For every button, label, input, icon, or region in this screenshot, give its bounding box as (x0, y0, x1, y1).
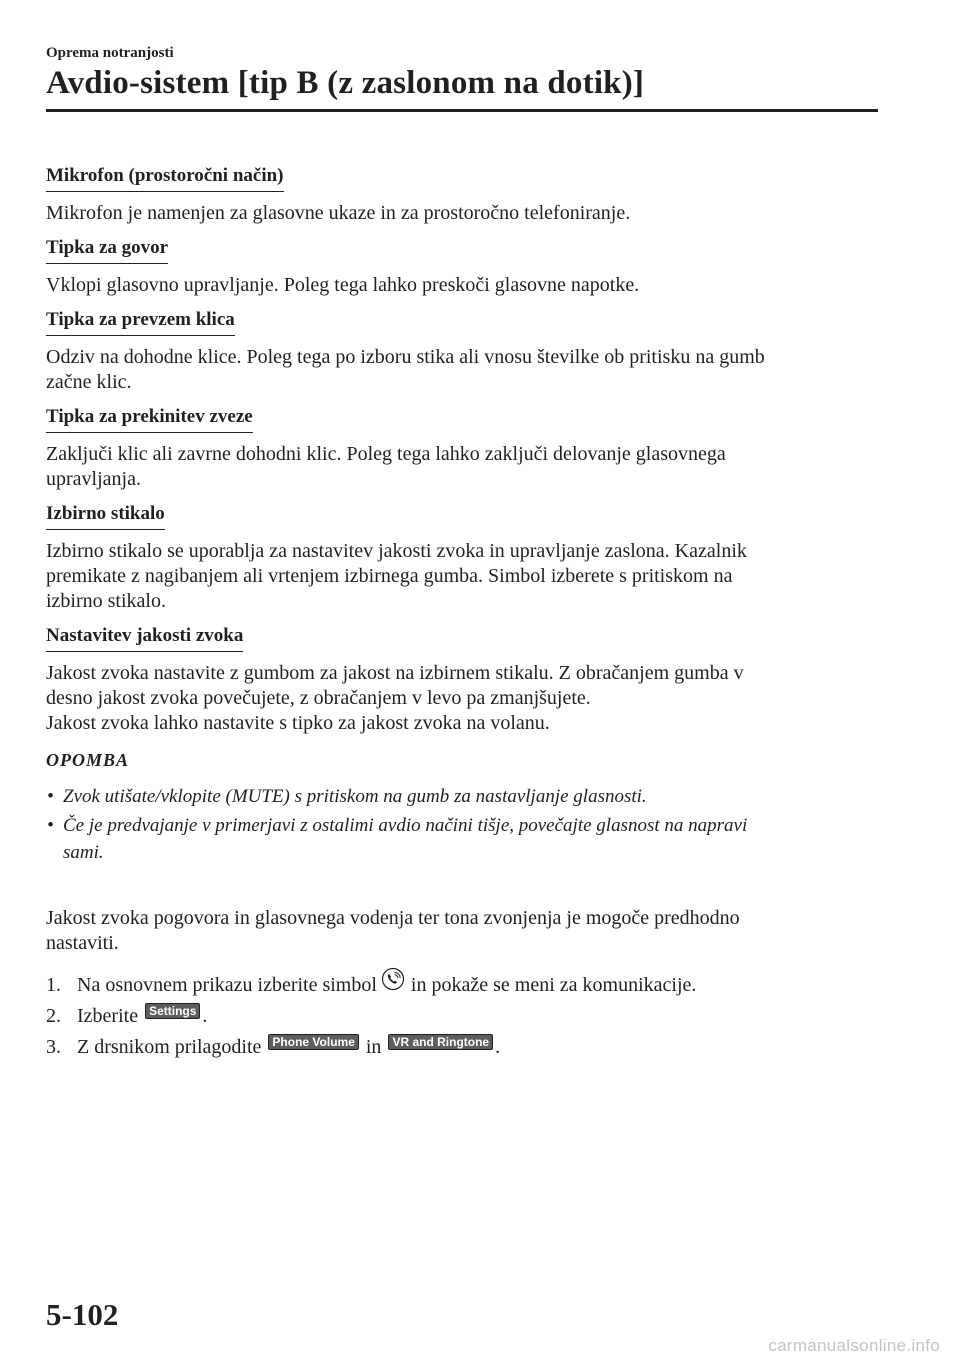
text-line: Jakost zvoka pogovora in glasovnega vodenja ter tona zvonjenja je mogoče predhodno (46, 907, 740, 929)
note-block (46, 750, 876, 866)
phone-icon[interactable] (379, 967, 409, 991)
section-hang-up-button (46, 406, 876, 492)
step-text-after: . (495, 1036, 501, 1058)
page-number: 5-102 (46, 1297, 119, 1332)
content (46, 165, 876, 1065)
phone-volume-button[interactable]: Phone Volume (268, 1034, 358, 1050)
text-line: Jakost zvoka nastavite z gumbom za jakost na izbirnem stikalu. Z obračanjem gumba v (46, 662, 744, 684)
page-title: Avdio-sistem [tip B (z zaslonom na dotik)] (46, 65, 645, 101)
step-text (77, 1034, 500, 1060)
section-label: Oprema notranjosti (46, 45, 174, 61)
step-text-middle: in (365, 1036, 382, 1058)
section-text (46, 539, 876, 614)
text-line: nastaviti. (46, 932, 119, 954)
step-text-after: . (202, 1005, 208, 1027)
settings-button[interactable]: Settings (145, 1003, 200, 1019)
page-header (46, 44, 878, 112)
section-pick-up-button (46, 309, 876, 395)
section-commander-switch (46, 503, 876, 614)
step-text-after: in pokaže se meni za komunikacije. (410, 974, 697, 996)
step-item (46, 1034, 876, 1060)
text-line: Izbirno stikalo se uporablja za nastavitev jakosti zvoka in upravljanje zaslona. Kazalnik (46, 540, 747, 562)
step-item (46, 1003, 876, 1029)
section-heading: Tipka za prevzem klica (46, 309, 235, 336)
section-text (46, 442, 876, 492)
section-volume-adjustment (46, 625, 876, 736)
step-text-before: Na osnovnem prikazu izberite simbol (77, 974, 377, 996)
section-text: Mikrofon je namenjen za glasovne ukaze in za prostoročno telefoniranje. (46, 202, 631, 224)
step-number: 1. (46, 974, 61, 996)
text-line: upravljanja. (46, 468, 141, 490)
text-line: premikate z nagibanjem ali vrtenjem izbirnega gumba. Simbol izberete s pritiskom na (46, 565, 733, 587)
steps-list (46, 967, 876, 1060)
text-line: začne klic. (46, 371, 132, 393)
section-heading: Mikrofon (prostoročni način) (46, 165, 284, 192)
note-title: OPOMBA (46, 750, 130, 770)
section-text: Vklopi glasovno upravljanje. Poleg tega lahko preskoči glasovne napotke. (46, 274, 640, 296)
step-text-before: Izberite (77, 1005, 139, 1027)
step-number: 3. (46, 1036, 61, 1058)
note-item (46, 812, 876, 866)
section-talk-button (46, 237, 876, 298)
note-item (46, 783, 876, 810)
section-heading: Tipka za govor (46, 237, 168, 264)
text-line: Jakost zvoka lahko nastavite s tipko za jakost zvoka na volanu. (46, 712, 550, 734)
section-heading: Izbirno stikalo (46, 503, 165, 530)
step-text (77, 967, 696, 998)
text-line: izbirno stikalo. (46, 590, 166, 612)
text-line: Zaključi klic ali zavrne dohodni klic. Poleg tega lahko zaključi delovanje glasovnega (46, 443, 726, 465)
section-heading: Nastavitev jakosti zvoka (46, 625, 243, 652)
vr-ringtone-button[interactable]: VR and Ringtone (388, 1034, 493, 1050)
step-number: 2. (46, 1005, 61, 1027)
title-divider (46, 109, 878, 112)
watermark: carmanualsonline.info (768, 1336, 940, 1355)
note-text: sami. (63, 842, 104, 863)
text-line: Odziv na dohodne klice. Poleg tega po izboru stika ali vnosu številke ob pritisku na gumb (46, 346, 765, 368)
note-text: Če je predvajanje v primerjavi z ostalimi avdio načini tišje, povečajte glasnost na napravi (63, 815, 748, 836)
section-microphone (46, 165, 876, 226)
step-item (46, 967, 876, 998)
note-list (46, 783, 876, 866)
bullet-icon: • (47, 786, 54, 807)
bullet-icon: • (47, 815, 54, 836)
text-line: desno jakost zvoka povečujete, z obračanjem v levo pa zmanjšujete. (46, 687, 591, 709)
note-text: Zvok utišate/vklopite (MUTE) s pritiskom na gumb za nastavljanje glasnosti. (63, 786, 647, 807)
section-heading: Tipka za prekinitev zveze (46, 406, 253, 433)
section-text (46, 345, 876, 395)
section-text (46, 661, 876, 736)
call-volume-text (46, 906, 876, 956)
step-text-before: Z drsnikom prilagodite (77, 1036, 262, 1058)
step-text (77, 1003, 207, 1029)
